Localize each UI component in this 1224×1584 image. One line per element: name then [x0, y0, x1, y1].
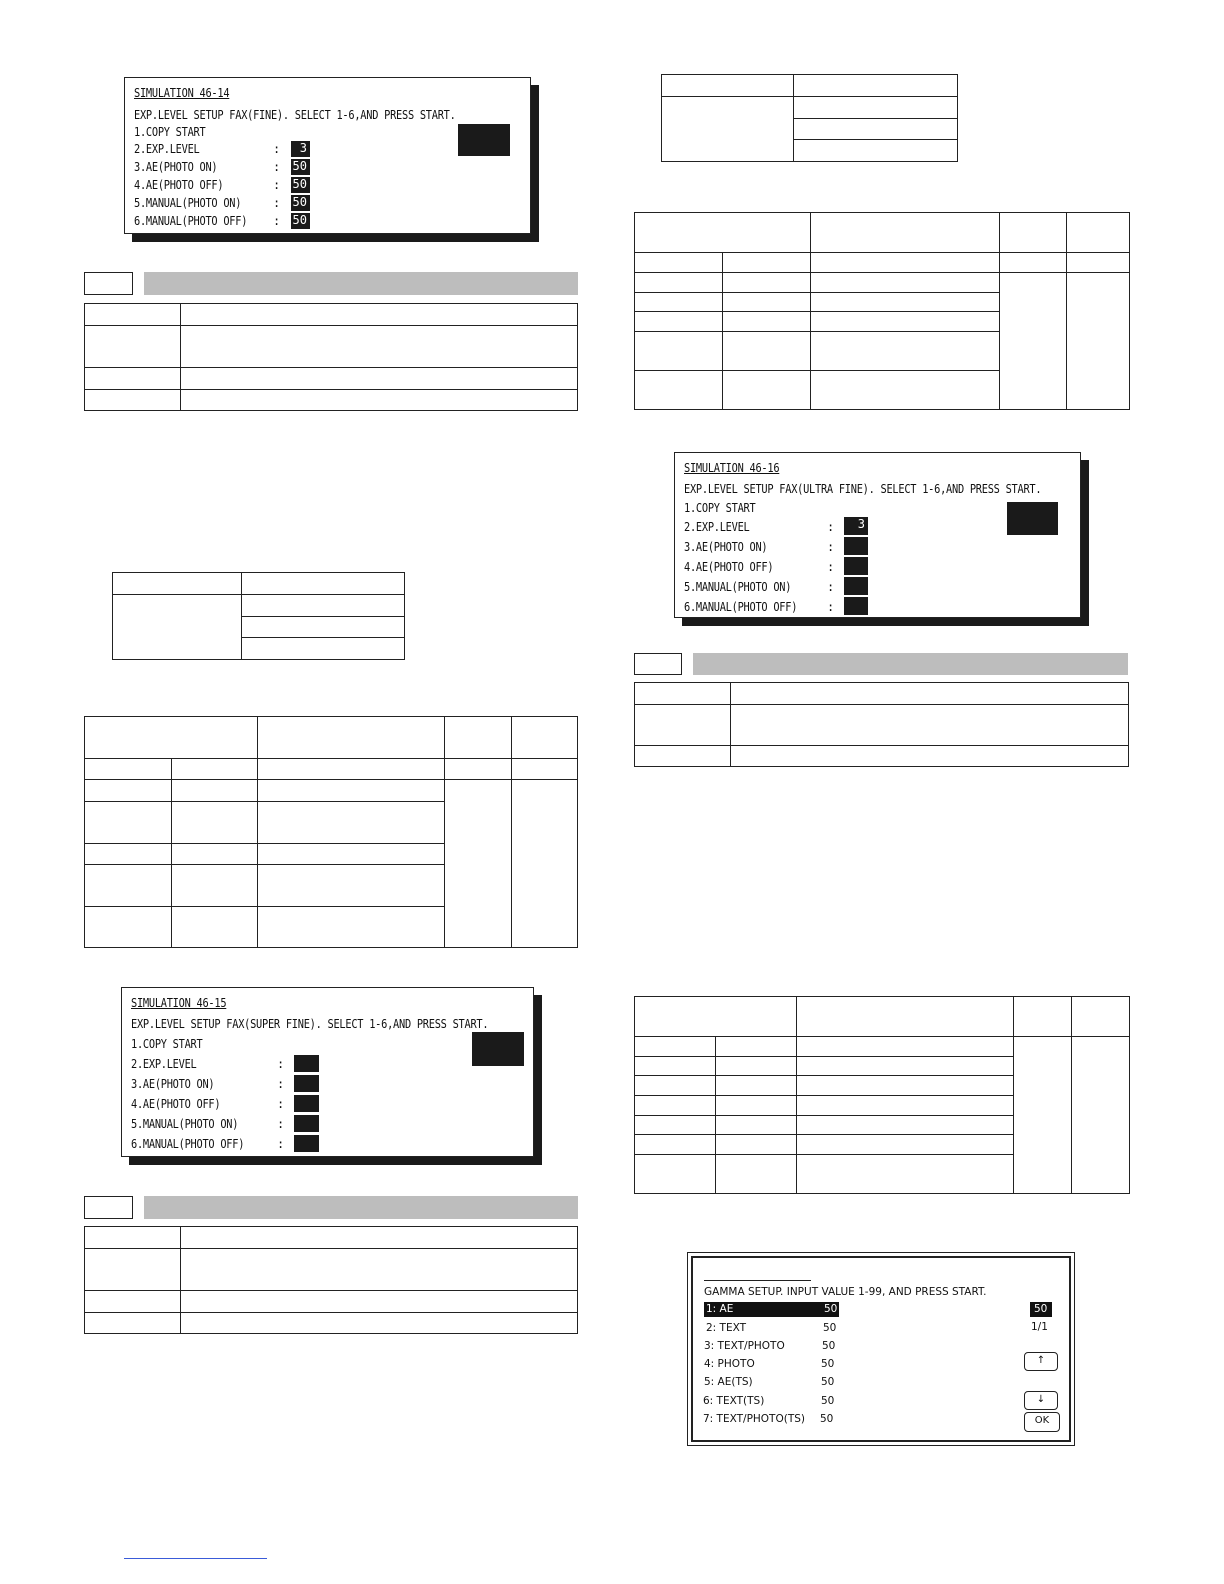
separator: : — [273, 142, 281, 156]
scroll-down-button[interactable]: ↓ — [1024, 1391, 1058, 1410]
menu-item-copy-start[interactable]: 1.COPY START — [131, 1037, 203, 1051]
gamma-instruction: GAMMA SETUP. INPUT VALUE 1-99, AND PRESS START. — [704, 1286, 987, 1298]
menu-item-ae-photo-on[interactable]: 3.AE(PHOTO ON) — [684, 540, 768, 554]
mode-table — [112, 572, 405, 660]
gamma-item-text-photo-ts-value: 50 — [820, 1413, 834, 1425]
sim-46-15-title: SIMULATION 46-15 — [131, 996, 227, 1010]
start-indicator — [458, 124, 510, 156]
section-tag-box — [84, 272, 133, 295]
manual-photo-on-value[interactable]: 50 — [291, 195, 310, 211]
section-header-bar — [693, 653, 1128, 675]
gamma-item-text-photo[interactable]: 3: TEXT/PHOTO — [704, 1340, 785, 1352]
gamma-item-ae[interactable]: 1: AE — [706, 1303, 734, 1315]
menu-item-exp-level[interactable]: 2.EXP.LEVEL — [684, 520, 750, 534]
footer-link-underline[interactable] — [124, 1558, 267, 1559]
separator: : — [277, 1077, 285, 1091]
manual-photo-on-value[interactable] — [294, 1115, 319, 1132]
sim-46-14-instruction: EXP.LEVEL SETUP FAX(FINE). SELECT 1-6,AND PRESS START. — [134, 108, 456, 122]
separator: : — [277, 1117, 285, 1131]
ok-button[interactable]: OK — [1024, 1412, 1060, 1432]
separator: : — [827, 600, 835, 614]
gamma-item-ae-ts-value: 50 — [821, 1376, 835, 1388]
menu-item-ae-photo-off[interactable]: 4.AE(PHOTO OFF) — [684, 560, 774, 574]
separator: : — [277, 1097, 285, 1111]
exp-level-value[interactable]: 3 — [844, 517, 868, 535]
menu-item-manual-photo-on[interactable]: 5.MANUAL(PHOTO ON) — [134, 196, 242, 210]
section-header-bar — [144, 1196, 578, 1219]
value-input-text: 50 — [1034, 1303, 1048, 1315]
menu-item-ae-photo-on[interactable]: 3.AE(PHOTO ON) — [134, 160, 218, 174]
description-table — [634, 682, 1129, 767]
ae-photo-on-value[interactable] — [294, 1075, 319, 1092]
description-table — [84, 303, 578, 411]
setting-table — [634, 212, 1130, 410]
separator: : — [827, 520, 835, 534]
sim-46-14-screen — [124, 77, 531, 234]
scroll-up-button[interactable]: ↑ — [1024, 1352, 1058, 1371]
exp-level-value[interactable]: 3 — [291, 141, 310, 157]
exp-level-value[interactable] — [294, 1055, 319, 1072]
menu-item-manual-photo-off[interactable]: 6.MANUAL(PHOTO OFF) — [134, 214, 248, 228]
menu-item-ae-photo-off[interactable]: 4.AE(PHOTO OFF) — [131, 1097, 221, 1111]
manual-photo-on-value[interactable] — [844, 577, 868, 595]
ae-photo-off-value[interactable] — [844, 557, 868, 575]
gamma-item-photo[interactable]: 4: PHOTO — [704, 1358, 755, 1370]
menu-item-ae-photo-on[interactable]: 3.AE(PHOTO ON) — [131, 1077, 215, 1091]
gamma-setup-screen — [691, 1256, 1071, 1442]
menu-item-manual-photo-off[interactable]: 6.MANUAL(PHOTO OFF) — [684, 600, 798, 614]
sim-46-15-instruction: EXP.LEVEL SETUP FAX(SUPER FINE). SELECT 1-6,AND PRESS START. — [131, 1017, 489, 1031]
separator: : — [827, 560, 835, 574]
gamma-item-text[interactable]: 2: TEXT — [706, 1322, 747, 1334]
setting-table — [634, 996, 1130, 1194]
manual-photo-off-value[interactable] — [294, 1135, 319, 1152]
separator: : — [273, 214, 281, 228]
separator: : — [273, 160, 281, 174]
ae-photo-on-value[interactable]: 50 — [291, 159, 310, 175]
title-underline — [704, 1280, 811, 1281]
page-indicator: 1/1 — [1031, 1321, 1048, 1333]
sim-46-16-instruction: EXP.LEVEL SETUP FAX(ULTRA FINE). SELECT 1-6,AND PRESS START. — [684, 482, 1042, 496]
ae-photo-on-value[interactable] — [844, 537, 868, 555]
gamma-item-text-ts[interactable]: 6: TEXT(TS) — [703, 1395, 765, 1407]
gamma-item-ae-value: 50 — [824, 1303, 838, 1315]
separator: : — [277, 1057, 285, 1071]
menu-item-manual-photo-on[interactable]: 5.MANUAL(PHOTO ON) — [131, 1117, 239, 1131]
gamma-item-photo-value: 50 — [821, 1358, 835, 1370]
separator: : — [277, 1137, 285, 1151]
manual-photo-off-value[interactable]: 50 — [291, 213, 310, 229]
ae-photo-off-value[interactable]: 50 — [291, 177, 310, 193]
start-indicator — [1007, 502, 1058, 535]
menu-item-exp-level[interactable]: 2.EXP.LEVEL — [131, 1057, 197, 1071]
description-table — [84, 1226, 578, 1334]
section-tag-box — [84, 1196, 133, 1219]
mode-table — [661, 74, 958, 162]
setting-table — [84, 716, 578, 948]
separator: : — [273, 178, 281, 192]
section-tag-box — [634, 653, 682, 675]
sim-46-15-screen — [121, 987, 534, 1157]
menu-item-ae-photo-off[interactable]: 4.AE(PHOTO OFF) — [134, 178, 224, 192]
menu-item-manual-photo-on[interactable]: 5.MANUAL(PHOTO ON) — [684, 580, 792, 594]
separator: : — [273, 196, 281, 210]
manual-photo-off-value[interactable] — [844, 597, 868, 615]
sim-46-16-screen — [674, 452, 1081, 618]
ae-photo-off-value[interactable] — [294, 1095, 319, 1112]
menu-item-exp-level[interactable]: 2.EXP.LEVEL — [134, 142, 200, 156]
gamma-item-ae-ts[interactable]: 5: AE(TS) — [704, 1376, 753, 1388]
menu-item-copy-start[interactable]: 1.COPY START — [684, 501, 756, 515]
sim-46-14-title: SIMULATION 46-14 — [134, 86, 230, 100]
separator: : — [827, 580, 835, 594]
section-header-bar — [144, 272, 578, 295]
gamma-item-text-photo-ts[interactable]: 7: TEXT/PHOTO(TS) — [703, 1413, 806, 1425]
separator: : — [827, 540, 835, 554]
menu-item-copy-start[interactable]: 1.COPY START — [134, 125, 206, 139]
gamma-item-text-ts-value: 50 — [821, 1395, 835, 1407]
gamma-item-text-photo-value: 50 — [822, 1340, 836, 1352]
menu-item-manual-photo-off[interactable]: 6.MANUAL(PHOTO OFF) — [131, 1137, 245, 1151]
start-indicator — [472, 1032, 524, 1066]
gamma-item-text-value: 50 — [823, 1322, 837, 1334]
sim-46-16-title: SIMULATION 46-16 — [684, 461, 780, 475]
